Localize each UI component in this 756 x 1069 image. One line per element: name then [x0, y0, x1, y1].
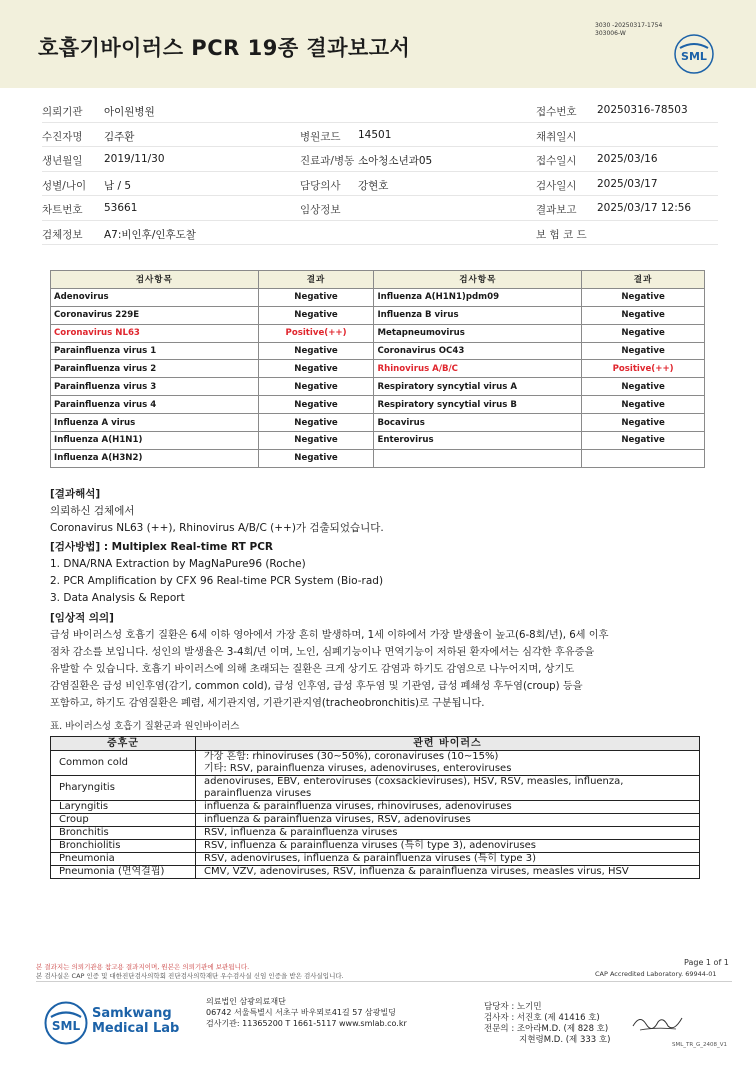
- sml-footer-logo-text: SML: [51, 1019, 81, 1033]
- results-value-cell: Negative: [582, 306, 705, 324]
- viruses-line: 가장 흔함: rhinoviruses (30~50%), coronaviruses (10~15%): [204, 751, 499, 762]
- lab-address: [206, 996, 407, 1029]
- collect-date-label: 채취일시: [536, 130, 577, 143]
- insurance-label: 보 험 코 드: [536, 228, 587, 241]
- info-row-3: [42, 147, 718, 172]
- chart-value: 53661: [104, 202, 138, 214]
- clinical-heading: [임상적 의의]: [50, 612, 114, 624]
- viruses-cell: [196, 866, 700, 879]
- viruses-cell: [196, 776, 700, 801]
- results-item-cell: Bocavirus: [374, 414, 582, 432]
- virus-table: [50, 736, 700, 879]
- viruses-line: 기타: RSV, parainfluenza viruses, adenoviruses, enteroviruses: [204, 763, 512, 774]
- results-value-cell: Negative: [258, 414, 374, 432]
- sml-logo-text: SML: [681, 50, 707, 63]
- results-table: [50, 270, 705, 468]
- report-code-2: 303006-W: [595, 30, 626, 37]
- staff-line-3: 전문의 : 조아라M.D. (제 828 호): [484, 1024, 609, 1034]
- receipt-no-value: 20250316-78503: [597, 104, 688, 116]
- specimen-value: A7:비인후/인후도찰: [104, 228, 196, 241]
- address-line-2: 06742 서울특별시 서초구 바우뫼로41길 57 삼광빌딩: [206, 1008, 396, 1017]
- sml-logo-icon: [674, 34, 714, 74]
- results-row: [51, 449, 705, 467]
- sml-footer-logo-icon: [44, 1001, 88, 1045]
- results-item-cell: [374, 449, 582, 467]
- clinical-line-3: 유발할 수 있습니다. 호흡기 바이러스에 의해 초래되는 질환은 크게 상기도 감염과 하기도 감염으로 나누어지며, 상기도: [50, 664, 575, 675]
- results-item-cell: Coronavirus OC43: [374, 342, 582, 360]
- doctor-label: 담당의사: [300, 179, 341, 192]
- results-value-cell: Negative: [582, 432, 705, 450]
- virus-header-syndrome: 증후군: [51, 737, 196, 751]
- sex-age-label: 성별/나이: [42, 179, 87, 192]
- footer-notice-red: 본 결과지는 의뢰기관용 참고용 결과지이며, 원본은 의뢰기관에 보관됩니다.: [36, 963, 250, 971]
- viruses-line: RSV, adenoviruses, influenza & parainfluenza viruses (특히 type 3): [204, 853, 537, 864]
- results-value-cell: Negative: [258, 306, 374, 324]
- results-row: [51, 414, 705, 432]
- virus-row: [51, 827, 700, 840]
- doctor-value: 강현호: [358, 179, 389, 192]
- brand-name: [92, 1006, 179, 1036]
- viruses-cell: [196, 814, 700, 827]
- method-step-1: 1. DNA/RNA Extraction by MagNaPure96 (Roche): [50, 558, 306, 570]
- results-value-cell: Negative: [582, 414, 705, 432]
- results-item-cell: Parainfluenza virus 1: [51, 342, 259, 360]
- viruses-line: RSV, influenza & parainfluenza viruses: [204, 827, 398, 838]
- footer-divider: [36, 981, 732, 982]
- info-row-5: [42, 196, 718, 221]
- interpretation-section: [50, 486, 384, 537]
- form-number: SML_TR_G_2408_V1: [672, 1042, 728, 1048]
- method-step-3: 3. Data Analysis & Report: [50, 592, 185, 604]
- test-date-value: 2025/03/17: [597, 177, 658, 190]
- results-item-cell: Rhinovirus A/B/C: [374, 360, 582, 378]
- syndrome-cell: Pharyngitis: [51, 776, 196, 801]
- results-value-cell: Negative: [258, 342, 374, 360]
- clinical-line-1: 급성 바이러스성 호흡기 질환은 6세 이하 영아에서 가장 흔히 발생하며, 1세 이하에서 가장 발생율이 높고(6-8회/년), 6세 이후: [50, 630, 609, 641]
- test-date-label: 검사일시: [536, 179, 577, 192]
- viruses-cell: [196, 840, 700, 853]
- virus-row: [51, 776, 700, 801]
- clinical-line-5: 포함하고, 하기도 감염질환은 폐렴, 세기관지염, 기관기관지염(tracheobronchitis)로 구분됩니다.: [50, 698, 485, 709]
- results-item-cell: Coronavirus 229E: [51, 306, 259, 324]
- info-row-6: [42, 221, 718, 246]
- cap-accreditation: CAP Accredited Laboratory. 69944-01: [595, 970, 717, 978]
- results-row: [51, 288, 705, 306]
- results-row: [51, 432, 705, 450]
- info-row-4: [42, 172, 718, 197]
- results-value-cell: Negative: [582, 288, 705, 306]
- results-row: [51, 396, 705, 414]
- results-item-cell: Parainfluenza virus 4: [51, 396, 259, 414]
- viruses-line: CMV, VZV, adenoviruses, RSV, influenza & parainfluenza viruses, measles virus, HSV: [204, 866, 629, 877]
- results-value-cell: Negative: [582, 396, 705, 414]
- birth-label: 생년월일: [42, 155, 83, 167]
- results-value-cell: Negative: [258, 360, 374, 378]
- institution-label: 의뢰기관: [42, 106, 83, 118]
- patient-label: 수진자명: [42, 130, 83, 143]
- staff-line-4: 지현령M.D. (제 333 호): [484, 1035, 611, 1045]
- staff-line-1: 담당자 : 노기민: [484, 1002, 542, 1012]
- syndrome-cell: Bronchiolitis: [51, 840, 196, 853]
- info-row-2: [42, 123, 718, 148]
- method-section: [50, 539, 383, 607]
- results-value-cell: Positive(++): [258, 324, 374, 342]
- results-value-cell: Negative: [258, 449, 374, 467]
- method-step-2: 2. PCR Amplification by CFX 96 Real-time PCR System (Bio-rad): [50, 575, 384, 587]
- virus-table-body: [51, 751, 700, 879]
- virus-row: [51, 801, 700, 814]
- virus-row: [51, 840, 700, 853]
- clinical-section: [50, 610, 710, 712]
- results-header-item1: 검사항목: [51, 271, 259, 289]
- method-heading: [검사방법] : Multiplex Real-time RT PCR: [50, 541, 273, 553]
- clinical-line-4: 감염질환은 급성 비인후염(감기, common cold), 급성 인후염, 급성 후두염 및 기관염, 급성 폐쇄성 후두염(croup) 등을: [50, 681, 583, 692]
- viruses-line: influenza & parainfluenza viruses, RSV, adenoviruses: [204, 814, 471, 825]
- results-value-cell: Negative: [258, 378, 374, 396]
- results-item-cell: Coronavirus NL63: [51, 324, 259, 342]
- viruses-cell: [196, 827, 700, 840]
- results-row: [51, 324, 705, 342]
- results-value-cell: Negative: [582, 378, 705, 396]
- syndrome-cell: Laryngitis: [51, 801, 196, 814]
- results-body: [51, 288, 705, 467]
- viruses-line: RSV, influenza & parainfluenza viruses (특히 type 3), adenoviruses: [204, 840, 537, 851]
- staff-info: [484, 1002, 610, 1046]
- report-code-1: 3030 -20250317-1754: [595, 22, 663, 29]
- hospital-code-label: 병원코드: [300, 130, 341, 143]
- results-item-cell: Influenza A(H3N2): [51, 449, 259, 467]
- virus-row: [51, 866, 700, 879]
- receipt-date-label: 접수일시: [536, 155, 577, 167]
- results-value-cell: Negative: [258, 432, 374, 450]
- report-codes: [595, 22, 662, 38]
- results-item-cell: Respiratory syncytial virus B: [374, 396, 582, 414]
- results-row: [51, 378, 705, 396]
- report-date-label: 결과보고: [536, 204, 577, 216]
- brand-line-2: Medical Lab: [92, 1021, 180, 1036]
- viruses-line: influenza & parainfluenza viruses, rhinoviruses, adenoviruses: [204, 801, 512, 812]
- report-date-value: 2025/03/17 12:56: [597, 202, 692, 214]
- viruses-cell: [196, 751, 700, 776]
- virus-row: [51, 814, 700, 827]
- results-row: [51, 306, 705, 324]
- interpretation-line2: Coronavirus NL63 (++), Rhinovirus A/B/C (++)가 검출되었습니다.: [50, 522, 384, 534]
- viruses-line: adenoviruses, EBV, enteroviruses (coxsackieviruses), HSV, RSV, measles, influenza,: [204, 776, 624, 787]
- chart-label: 차트번호: [42, 204, 83, 216]
- receipt-date-value: 2025/03/16: [597, 153, 658, 165]
- results-row: [51, 342, 705, 360]
- results-header-result1: 결과: [258, 271, 374, 289]
- results-item-cell: Parainfluenza virus 2: [51, 360, 259, 378]
- results-value-cell: [582, 449, 705, 467]
- dept-value: 소아청소년과05: [358, 155, 433, 167]
- results-item-cell: Influenza B virus: [374, 306, 582, 324]
- results-value-cell: Positive(++): [582, 360, 705, 378]
- report-header: [0, 0, 756, 88]
- brand-line-1: Samkwang: [92, 1006, 172, 1021]
- syndrome-cell: Bronchitis: [51, 827, 196, 840]
- specimen-label: 검체정보: [42, 228, 83, 241]
- results-item-cell: Influenza A(H1N1): [51, 432, 259, 450]
- results-item-cell: Respiratory syncytial virus A: [374, 378, 582, 396]
- results-item-cell: Metapneumovirus: [374, 324, 582, 342]
- birth-value: 2019/11/30: [104, 153, 165, 165]
- results-header-result2: 결과: [582, 271, 705, 289]
- receipt-no-label: 접수번호: [536, 106, 577, 118]
- patient-info: [42, 98, 718, 245]
- results-value-cell: Negative: [582, 324, 705, 342]
- syndrome-cell: Pneumonia (면역결핍): [51, 866, 196, 879]
- results-row: [51, 360, 705, 378]
- virus-row: [51, 751, 700, 776]
- signature-icon: [630, 1010, 685, 1036]
- report-title: 호흡기바이러스 PCR 19종 결과보고서: [38, 36, 411, 60]
- results-item-cell: Enterovirus: [374, 432, 582, 450]
- virus-row: [51, 853, 700, 866]
- patient-value: 김주환: [104, 130, 135, 143]
- results-header-row: [51, 271, 705, 289]
- virus-table-header: [51, 737, 700, 751]
- results-value-cell: Negative: [258, 288, 374, 306]
- virus-table-caption: 표. 바이러스성 호흡기 질환군과 원인바이러스: [50, 721, 240, 732]
- results-value-cell: Negative: [258, 396, 374, 414]
- hospital-code-value: 14501: [358, 128, 392, 141]
- sex-age-value: 남 / 5: [104, 179, 132, 192]
- results-item-cell: Adenovirus: [51, 288, 259, 306]
- interpretation-heading: [결과해석]: [50, 488, 101, 500]
- page-number: Page 1 of 1: [684, 958, 729, 967]
- results-item-cell: Influenza A(H1N1)pdm09: [374, 288, 582, 306]
- interpretation-line1: 의뢰하신 검체에서: [50, 505, 135, 517]
- results-item-cell: Parainfluenza virus 3: [51, 378, 259, 396]
- info-row-1: [42, 98, 718, 123]
- viruses-line: parainfluenza viruses: [204, 788, 312, 799]
- results-value-cell: Negative: [582, 342, 705, 360]
- institution-value: 아이원병원: [104, 106, 155, 118]
- viruses-cell: [196, 853, 700, 866]
- viruses-cell: [196, 801, 700, 814]
- dept-label: 진료과/병동: [300, 155, 355, 167]
- syndrome-cell: Croup: [51, 814, 196, 827]
- syndrome-cell: Common cold: [51, 751, 196, 776]
- footer-notice-gray: 본 검사실은 CAP 인증 및 대한진단검사의학회 진단검사의학재단 우수검사실 신임 인증을 받은 검사실입니다.: [36, 972, 344, 980]
- syndrome-cell: Pneumonia: [51, 853, 196, 866]
- results-item-cell: Influenza A virus: [51, 414, 259, 432]
- address-line-1: 의료법인 삼광의료재단: [206, 997, 286, 1006]
- virus-header-viruses: 관련 바이러스: [196, 737, 700, 751]
- address-line-3: 검사기관: 11365200 T 1661-5117 www.smlab.co.kr: [206, 1019, 407, 1028]
- clinical-label: 임상정보: [300, 204, 341, 216]
- staff-line-2: 검사자 : 서진호 (제 41416 호): [484, 1013, 600, 1023]
- clinical-line-2: 점차 감소를 보입니다. 성인의 발생율은 3-4회/년 이며, 노인, 심폐기능이나 면역기능이 저하된 환자에서는 심각한 후유증을: [50, 647, 595, 658]
- results-header-item2: 검사항목: [374, 271, 582, 289]
